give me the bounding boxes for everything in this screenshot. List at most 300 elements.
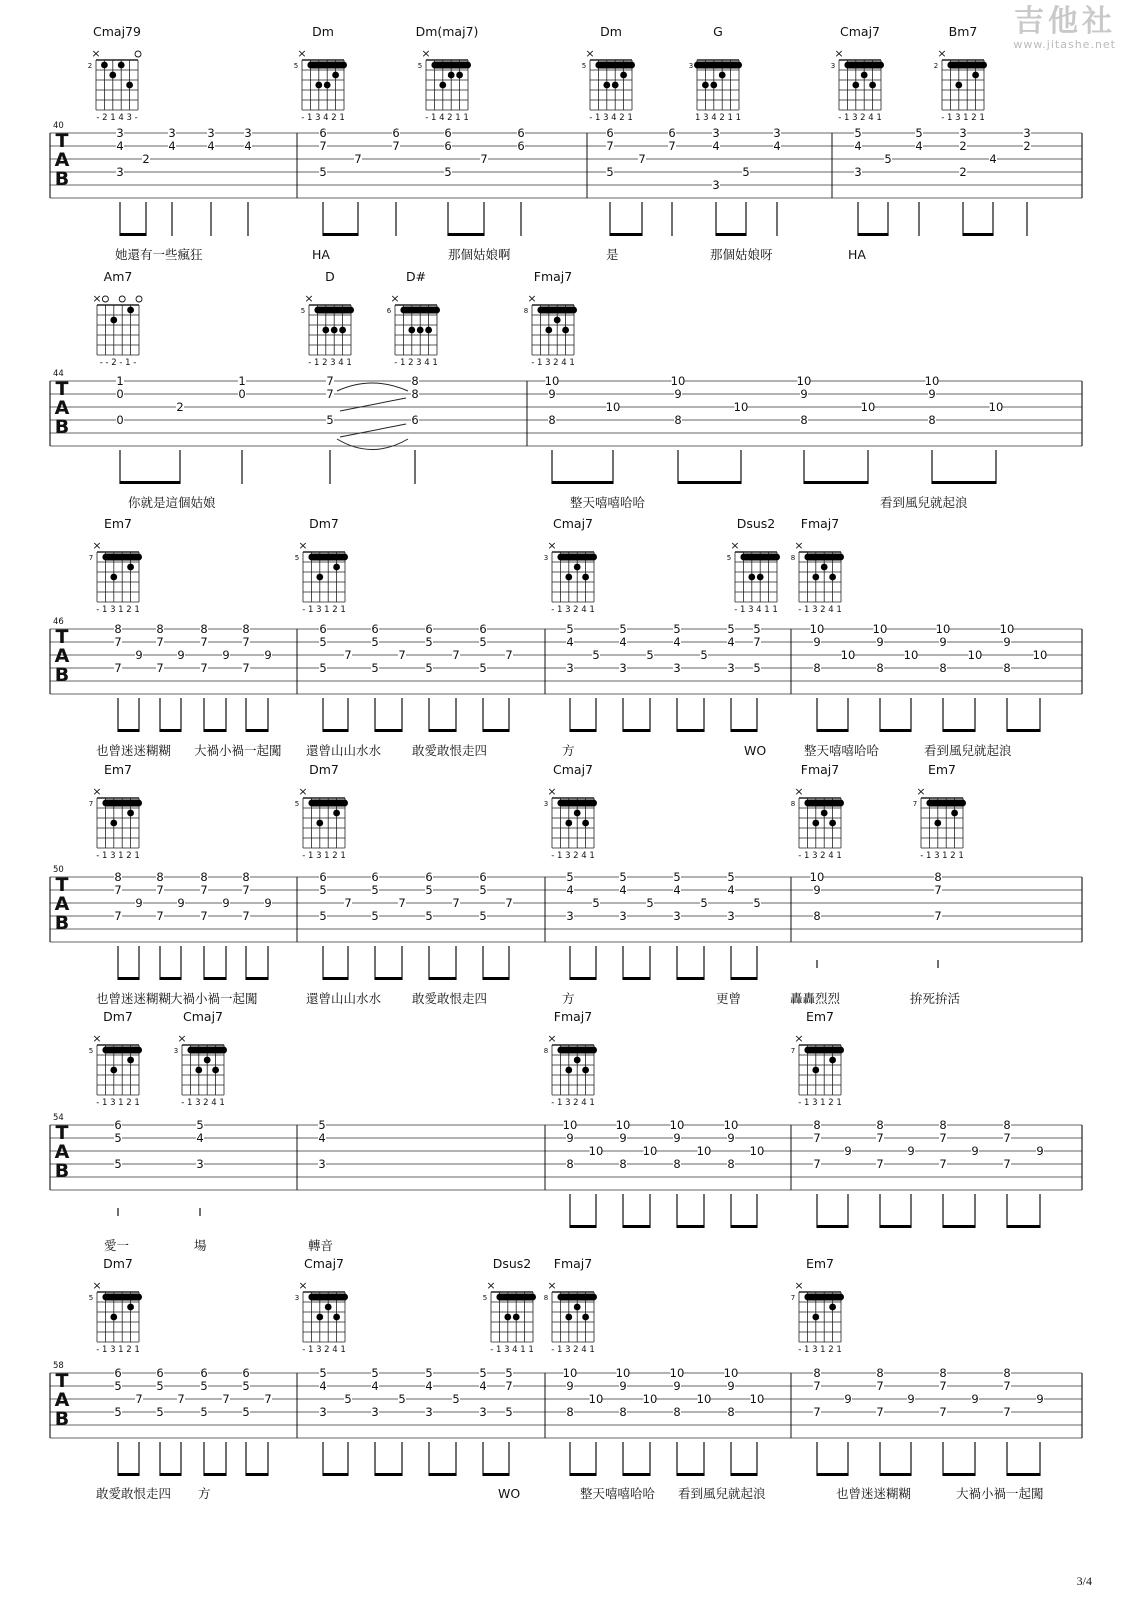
chord-fingering: - 1 3 2 4 1	[551, 851, 595, 861]
fret-number: 5	[479, 1366, 487, 1380]
fret-number: 1	[238, 374, 246, 388]
fret-number: 8	[1003, 1118, 1011, 1132]
chord-barre	[947, 62, 987, 69]
fret-number: 10	[809, 622, 825, 636]
rhythm-beam	[570, 1473, 596, 1476]
fret-number: 3	[959, 126, 967, 140]
lyric: 是	[606, 247, 619, 262]
slur-arc	[337, 383, 408, 391]
chord-barre	[595, 62, 635, 69]
finger-dot	[325, 1304, 332, 1311]
fret-number: 6	[200, 1366, 208, 1380]
chord-fret-number: 8	[543, 1294, 549, 1302]
finger-dot	[869, 82, 876, 89]
fret-number: 0	[116, 413, 124, 427]
measure-number: 58	[53, 1361, 64, 1371]
fret-number: 6	[319, 870, 327, 884]
chord-diagram	[89, 1256, 142, 1355]
fret-number: 9	[1036, 1392, 1044, 1406]
fret-number: 5	[425, 661, 433, 675]
chord-fingering: - 1 3 1 2 1	[96, 605, 140, 615]
finger-dot	[565, 574, 572, 581]
fret-number: 10	[840, 648, 856, 662]
lyric: WO	[498, 1486, 521, 1501]
finger-dot	[702, 82, 709, 89]
chord-fret-number: 2	[87, 62, 93, 70]
muted-string-marker: ×	[177, 1032, 187, 1045]
fret-number: 4	[371, 1379, 379, 1393]
finger-dot	[812, 820, 819, 827]
chord-name: Fmaj7	[800, 516, 840, 531]
fret-number: 7	[156, 909, 164, 923]
fret-number: 7	[813, 1157, 821, 1171]
lyric: 看到風兒就起浪	[678, 1486, 766, 1501]
chord-barre	[102, 1294, 142, 1301]
fret-number: 5	[319, 1366, 327, 1380]
fret-number: 8	[1003, 661, 1011, 675]
fret-number: 8	[813, 909, 821, 923]
fret-number: 2	[176, 400, 184, 414]
fret-number: 10	[615, 1366, 631, 1380]
fret-number: 8	[242, 622, 250, 636]
fret-number: 8	[114, 870, 122, 884]
chord-barre	[557, 1294, 597, 1301]
chord-barre	[307, 62, 347, 69]
fret-number: 10	[723, 1366, 739, 1380]
chord-fret-number: 7	[790, 1047, 796, 1055]
fret-number: 5	[425, 883, 433, 897]
fret-number: 5	[753, 622, 761, 636]
tab-clef-letter: T	[55, 1122, 69, 1144]
fret-number: 3	[727, 661, 735, 675]
lyric: 也曾迷迷糊糊	[836, 1486, 912, 1501]
chord-barre	[496, 1294, 536, 1301]
chord-diagram	[301, 269, 354, 368]
fret-number: 10	[749, 1392, 765, 1406]
fret-number: 7	[876, 1405, 884, 1419]
rhythm-beam	[623, 729, 650, 732]
tab-clef-letter: T	[55, 626, 69, 648]
muted-string-marker: ×	[390, 292, 400, 305]
fret-number: 5	[114, 1379, 122, 1393]
rhythm-beam	[804, 481, 868, 484]
rhythm-beam	[246, 977, 268, 980]
muted-string-marker: ×	[486, 1279, 496, 1292]
lyric: 轟轟烈烈	[790, 991, 841, 1006]
rhythm-beam	[204, 977, 226, 980]
chord-name: Dm7	[103, 1009, 133, 1024]
finger-dot	[316, 1314, 323, 1321]
muted-string-marker: ×	[794, 785, 804, 798]
fret-number: 7	[200, 635, 208, 649]
fret-number: 9	[800, 387, 808, 401]
fret-number: 8	[674, 413, 682, 427]
fret-number: 6	[479, 622, 487, 636]
finger-dot	[582, 574, 589, 581]
chord-barre	[308, 1294, 348, 1301]
tab-clef-letter: B	[54, 1408, 70, 1430]
fret-number: 8	[876, 661, 884, 675]
fret-number: 8	[876, 1118, 884, 1132]
fret-number: 3	[773, 126, 781, 140]
fret-number: 3	[566, 909, 574, 923]
chord-diagram	[89, 516, 142, 615]
fret-number: 5	[156, 1405, 164, 1419]
fret-number: 7	[876, 1131, 884, 1145]
fret-number: 6	[517, 126, 525, 140]
fret-number: 10	[749, 1144, 765, 1158]
fret-number: 10	[544, 374, 560, 388]
chord-barre	[102, 554, 142, 561]
fret-number: 4	[773, 139, 781, 153]
fret-number: 9	[566, 1379, 574, 1393]
tab-clef-letter: A	[54, 1389, 70, 1411]
fret-number: 9	[844, 1392, 852, 1406]
lyric: 更曾	[716, 991, 742, 1006]
fret-number: 8	[566, 1405, 574, 1419]
fret-number: 6	[371, 870, 379, 884]
fret-number: 5	[753, 896, 761, 910]
fret-number: 7	[452, 648, 460, 662]
fret-number: 3	[673, 661, 681, 675]
fret-number: 8	[727, 1405, 735, 1419]
chord-name: Cmaj7	[553, 516, 593, 531]
fret-number: 10	[669, 1118, 685, 1132]
finger-dot	[951, 810, 958, 817]
finger-dot	[829, 1057, 836, 1064]
chord-name: Dm(maj7)	[415, 24, 479, 39]
muted-string-marker: ×	[547, 539, 557, 552]
rhythm-beam	[483, 977, 509, 980]
fret-number: 4	[673, 635, 681, 649]
tab-clef-letter: B	[54, 664, 70, 686]
tab-system	[50, 269, 1082, 510]
muted-string-marker: ×	[421, 47, 431, 60]
fret-number: 10	[935, 622, 951, 636]
chord-fingering: - 1 3 1 2 1	[302, 605, 346, 615]
rhythm-beam	[1007, 729, 1040, 732]
rhythm-beam	[160, 729, 181, 732]
fret-number: 10	[860, 400, 876, 414]
fret-number: 6	[242, 1366, 250, 1380]
fret-number: 7	[753, 635, 761, 649]
chord-fret-number: 3	[294, 1294, 300, 1302]
fret-number: 6	[444, 126, 452, 140]
fret-number: 7	[177, 1392, 185, 1406]
fret-number: 6	[668, 126, 676, 140]
rhythm-beam	[570, 977, 596, 980]
fret-number: 9	[264, 896, 272, 910]
chord-name: Cmaj7	[304, 1256, 344, 1271]
finger-dot	[109, 72, 116, 79]
open-string-marker	[136, 296, 142, 302]
fret-number: 8	[939, 1366, 947, 1380]
fret-number: 5	[566, 870, 574, 884]
finger-dot	[582, 820, 589, 827]
fret-number: 9	[907, 1392, 915, 1406]
fret-number: 5	[479, 635, 487, 649]
rhythm-beam	[677, 1473, 704, 1476]
muted-string-marker: ×	[298, 785, 308, 798]
lyric: 拚死拚活	[910, 991, 961, 1006]
chord-fret-number: 5	[482, 1294, 488, 1302]
finger-dot	[574, 810, 581, 817]
rhythm-beam	[880, 1225, 911, 1228]
chord-fingering: - 2 1 4 3 -	[96, 113, 138, 123]
chord-barre	[400, 307, 440, 314]
muted-string-marker: ×	[794, 1032, 804, 1045]
fret-number: 7	[242, 635, 250, 649]
rhythm-beam	[817, 1473, 848, 1476]
lyric: 整天嘻嘻哈哈	[804, 743, 880, 758]
fret-number: 9	[1036, 1144, 1044, 1158]
fret-number: 7	[876, 1157, 884, 1171]
fret-number: 5	[319, 883, 327, 897]
fret-number: 8	[813, 661, 821, 675]
chord-diagram	[174, 1009, 227, 1108]
chord-name: Bm7	[948, 24, 978, 39]
fret-number: 10	[670, 374, 686, 388]
fret-number: 6	[479, 870, 487, 884]
fret-number: 8	[800, 413, 808, 427]
chord-fingering: - - 2 - 1 -	[99, 358, 137, 368]
chord-name: Fmaj7	[800, 762, 840, 777]
rhythm-beam	[677, 729, 704, 732]
lyric: 整天嘻嘻哈哈	[570, 495, 646, 510]
fret-number: 5	[619, 870, 627, 884]
lyric: WO	[744, 743, 767, 758]
rhythm-beam	[610, 233, 642, 236]
fret-number: 5	[727, 622, 735, 636]
chord-fret-number: 8	[790, 800, 796, 808]
chord-name: Cmaj79	[93, 24, 141, 39]
fret-number: 8	[934, 870, 942, 884]
tab-clef-letter: T	[55, 1370, 69, 1392]
finger-dot	[821, 564, 828, 571]
tab-clef-letter: T	[55, 378, 69, 400]
lyric: 方	[562, 991, 575, 1006]
fret-number: 7	[1003, 1405, 1011, 1419]
finger-dot	[101, 62, 108, 69]
rhythm-beam	[246, 1473, 268, 1476]
rhythm-beam	[552, 481, 613, 484]
fret-number: 7	[326, 387, 334, 401]
open-string-marker	[119, 296, 125, 302]
measure-number: 44	[53, 369, 64, 379]
fret-number: 10	[669, 1366, 685, 1380]
rhythm-beam	[623, 977, 650, 980]
chord-fingering: - 1 3 4 2 1	[301, 113, 345, 123]
lyric: 你就是這個姑娘	[128, 495, 216, 510]
fret-number: 6	[156, 1366, 164, 1380]
rhythm-beam	[731, 1225, 757, 1228]
muted-string-marker: ×	[547, 1032, 557, 1045]
finger-dot	[620, 72, 627, 79]
fret-number: 2	[959, 165, 967, 179]
fret-number: 7	[319, 139, 327, 153]
brand-url: www.jitashe.net	[1013, 38, 1116, 51]
fret-number: 5	[700, 896, 708, 910]
page-number: 3/4	[1076, 1574, 1092, 1588]
rhythm-beam	[323, 977, 348, 980]
fret-number: 9	[177, 648, 185, 662]
finger-dot	[574, 1057, 581, 1064]
fret-number: 9	[1003, 635, 1011, 649]
chord-fingering: - 1 2 3 4 1	[394, 358, 438, 368]
fret-number: 9	[727, 1379, 735, 1393]
fret-number: 10	[1032, 648, 1048, 662]
muted-string-marker: ×	[92, 292, 102, 305]
finger-dot	[425, 327, 432, 334]
chord-diagram	[791, 516, 844, 615]
lyric: 還曾山山水水	[306, 743, 382, 758]
chord-fret-number: 7	[88, 554, 94, 562]
chord-diagram	[92, 269, 142, 368]
rhythm-beam	[448, 233, 484, 236]
chord-fingering: - 1 3 1 2 1	[920, 851, 964, 861]
fret-number: 5	[884, 152, 892, 166]
rhythm-beam	[623, 1225, 650, 1228]
fret-number: 0	[116, 387, 124, 401]
fret-number: 5	[566, 622, 574, 636]
finger-dot	[812, 1314, 819, 1321]
chord-fingering: - 1 3 4 2 1	[589, 113, 633, 123]
fret-number: 8	[200, 622, 208, 636]
lyric: 轉音	[308, 1238, 334, 1253]
muted-string-marker: ×	[547, 785, 557, 798]
chord-barre	[187, 1047, 227, 1054]
fret-number: 8	[876, 1366, 884, 1380]
fret-number: 7	[156, 883, 164, 897]
finger-dot	[565, 1067, 572, 1074]
fret-number: 9	[813, 635, 821, 649]
fret-number: 5	[156, 1379, 164, 1393]
chord-fret-number: 5	[293, 62, 299, 70]
chord-name: Dm7	[309, 516, 339, 531]
fret-number: 4	[168, 139, 176, 153]
fret-number: 9	[844, 1144, 852, 1158]
measure-number: 50	[53, 865, 64, 875]
fret-number: 9	[876, 635, 884, 649]
fret-number: 4	[727, 883, 735, 897]
lyric: 敢愛敢恨走四	[96, 1486, 172, 1501]
fret-number: 5	[344, 1392, 352, 1406]
finger-dot	[852, 82, 859, 89]
fret-number: 6	[606, 126, 614, 140]
chord-diagram	[89, 762, 142, 861]
fret-number: 0	[238, 387, 246, 401]
lyric: 大禍小禍一起闖	[170, 991, 258, 1006]
fret-number: 8	[156, 870, 164, 884]
rhythm-beam	[1007, 1473, 1040, 1476]
fret-number: 10	[903, 648, 919, 662]
chord-fret-number: 6	[386, 307, 392, 315]
finger-dot	[127, 810, 134, 817]
finger-dot	[545, 327, 552, 334]
chord-fingering: - 1 3 2 4 1	[551, 605, 595, 615]
slide-line	[340, 424, 406, 437]
finger-dot	[127, 1304, 134, 1311]
fret-number: 7	[135, 1392, 143, 1406]
chord-name: D	[325, 269, 335, 284]
fret-number: 5	[196, 1118, 204, 1132]
chord-name: Dm7	[103, 1256, 133, 1271]
fret-number: 3	[196, 1157, 204, 1171]
finger-dot	[315, 82, 322, 89]
fret-number: 7	[934, 883, 942, 897]
fret-number: 5	[452, 1392, 460, 1406]
fret-number: 10	[988, 400, 1004, 414]
fret-number: 6	[425, 622, 433, 636]
chord-diagram	[689, 24, 742, 123]
fret-number: 5	[479, 883, 487, 897]
fret-number: 5	[915, 126, 923, 140]
fret-number: 9	[971, 1144, 979, 1158]
finger-dot	[565, 1314, 572, 1321]
chord-fingering: 1 3 4 2 1 1	[695, 113, 741, 123]
rhythm-beam	[323, 729, 348, 732]
rhythm-beam	[623, 1473, 650, 1476]
chord-diagram	[544, 516, 597, 615]
finger-dot	[439, 82, 446, 89]
fret-number: 7	[114, 635, 122, 649]
rhythm-beam	[483, 1473, 509, 1476]
fret-number: 10	[642, 1144, 658, 1158]
fret-number: 7	[934, 909, 942, 923]
fret-number: 5	[114, 1131, 122, 1145]
fret-number: 8	[813, 1118, 821, 1132]
fret-number: 3	[619, 661, 627, 675]
fret-number: 8	[242, 870, 250, 884]
chord-diagram	[727, 516, 780, 615]
finger-dot	[324, 82, 331, 89]
rhythm-beam	[932, 481, 996, 484]
fret-number: 5	[673, 870, 681, 884]
rhythm-beam	[731, 977, 757, 980]
fret-number: 6	[114, 1118, 122, 1132]
fret-number: 7	[242, 883, 250, 897]
chord-name: Fmaj7	[553, 1256, 593, 1271]
chord-fret-number: 5	[581, 62, 587, 70]
slur-arc	[337, 439, 408, 450]
chord-fret-number: 5	[294, 800, 300, 808]
finger-dot	[812, 574, 819, 581]
rhythm-beam	[731, 1473, 757, 1476]
fret-number: 3	[319, 1405, 327, 1419]
finger-dot	[322, 327, 329, 334]
chord-fret-number: 3	[830, 62, 836, 70]
chord-diagram	[791, 762, 844, 861]
fret-number: 7	[939, 1379, 947, 1393]
chord-fingering: - 1 3 1 2 1	[96, 1345, 140, 1355]
fret-number: 10	[588, 1392, 604, 1406]
chord-name: G	[713, 24, 723, 39]
fret-number: 5	[114, 1405, 122, 1419]
finger-dot	[417, 327, 424, 334]
chord-fingering: - 1 3 1 2 1	[96, 1098, 140, 1108]
finger-dot	[757, 574, 764, 581]
rhythm-beam	[858, 233, 888, 236]
fret-number: 6	[411, 413, 419, 427]
fret-number: 7	[638, 152, 646, 166]
chord-diagram	[582, 24, 635, 123]
tab-system	[50, 762, 1082, 1006]
tab-clef-letter: T	[55, 130, 69, 152]
fret-number: 2	[1023, 139, 1031, 153]
lyric: 她還有一些瘋狂	[115, 247, 203, 262]
finger-dot	[127, 1057, 134, 1064]
lyric: 敢愛敢恨走四	[412, 991, 488, 1006]
